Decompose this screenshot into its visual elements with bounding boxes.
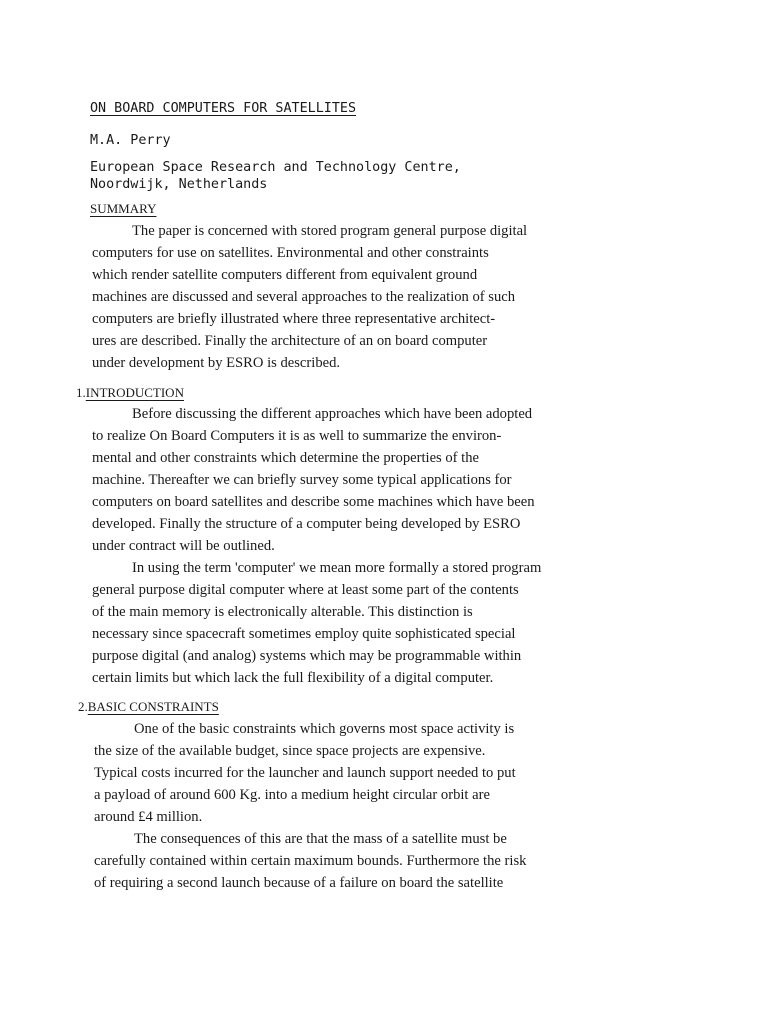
text-line: developed. Finally the structure of a computer being developed by ESRO (92, 516, 521, 532)
summary-heading: SUMMARY (90, 201, 157, 216)
text-line: machine. Thereafter we can briefly survey some typical applications for (92, 472, 512, 488)
text-line: The consequences of this are that the mass of a satellite must be (134, 831, 507, 847)
text-line: computers on board satellites and describe some machines which have been (92, 494, 535, 510)
text-line: machines are discussed and several approaches to the realization of such (92, 289, 516, 305)
section-title: INTRODUCTION (85, 385, 184, 400)
text-line: computers for use on satellites. Environmental and other constraints (92, 245, 489, 261)
text-line: The paper is concerned with stored program general purpose digital (132, 223, 528, 239)
text-line: around £4 million. (94, 809, 203, 825)
text-line: of the main memory is electronically alterable. This distinction is (92, 604, 473, 620)
text-line: certain limits but which lack the full flexibility of a digital computer. (92, 670, 494, 686)
text-line: under development by ESRO is described. (92, 355, 341, 371)
constraints-paragraph (94, 718, 526, 894)
text-line: computers are briefly illustrated where three representative architect- (92, 311, 496, 327)
text-line: general purpose digital computer where at least some part of the contents (92, 582, 519, 598)
text-line: a payload of around 600 Kg. into a medium height circular orbit are (94, 787, 490, 803)
section-title: BASIC CONSTRAINTS (87, 699, 219, 714)
text-line: which render satellite computers different from equivalent ground (92, 267, 478, 283)
text-line: the size of the available budget, since space projects are expensive. (94, 743, 486, 759)
text-line: ures are described. Finally the architecture of an on board computer (92, 333, 488, 349)
paper-header (90, 100, 461, 193)
text-line: of requiring a second launch because of a failure on board the satellite (94, 875, 504, 891)
text-line: mental and other constraints which determine the properties of the (92, 450, 480, 466)
summary-paragraph (92, 220, 527, 374)
text-line: Typical costs incurred for the launcher and launch support needed to put (94, 765, 516, 781)
paper-title: ON BOARD COMPUTERS FOR SATELLITES (90, 101, 357, 116)
paper-author: M.A. Perry (90, 133, 171, 148)
text-line: purpose digital (and analog) systems which may be programmable within (92, 648, 522, 664)
text-line: to realize On Board Computers it is as well to summarize the environ- (92, 428, 502, 444)
text-line: under contract will be outlined. (92, 538, 275, 554)
text-line: carefully contained within certain maximum bounds. Furthermore the risk (94, 853, 527, 869)
introduction-heading (76, 385, 184, 401)
affiliation-line-1: European Space Research and Technology Centre, (90, 160, 461, 175)
text-line: necessary since spacecraft sometimes employ quite sophisticated special (92, 626, 516, 642)
text-line: In using the term 'computer' we mean more formally a stored program (132, 560, 542, 576)
text-line: Before discussing the different approaches which have been adopted (132, 406, 533, 422)
affiliation-line-2: Noordwijk, Netherlands (90, 177, 268, 192)
constraints-heading (78, 699, 219, 715)
section-number: 2. (78, 699, 88, 714)
text-line: One of the basic constraints which governs most space activity is (134, 721, 515, 737)
section-number: 1. (76, 385, 86, 400)
introduction-paragraph (92, 403, 541, 689)
